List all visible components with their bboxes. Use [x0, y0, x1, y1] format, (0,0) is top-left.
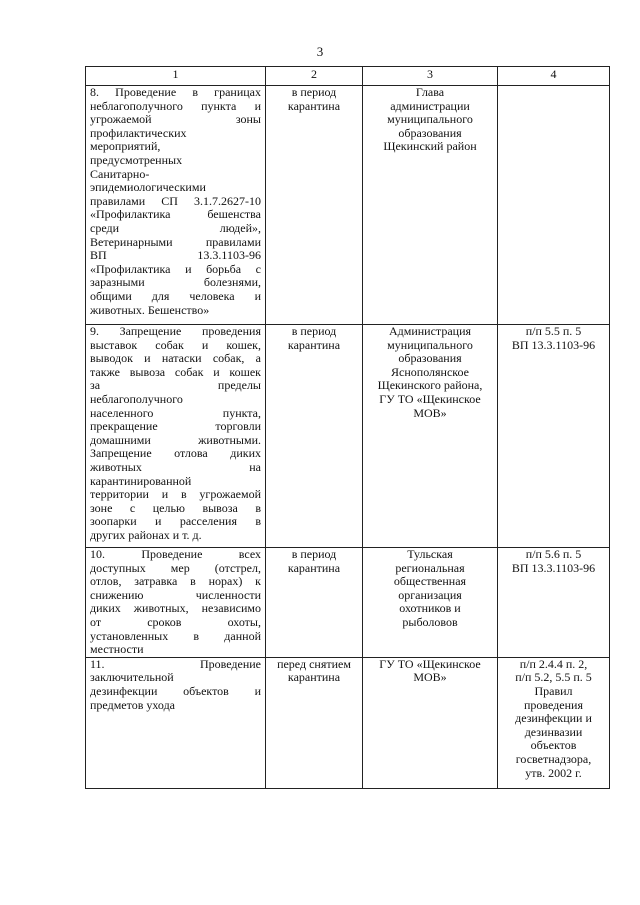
table-cell-col3	[363, 86, 498, 325]
cell-line: территории и в угрожаемой	[90, 487, 261, 502]
cell-line: ГУ ТО «Щекинское	[379, 656, 481, 671]
cell-line: среди людей»,	[90, 220, 261, 235]
table-row	[86, 86, 610, 325]
cell-line: домашними животными.	[90, 432, 261, 447]
cell-line: образования	[398, 125, 462, 140]
cell-line: «Профилактика и борьба с	[90, 261, 261, 276]
table-row	[86, 657, 610, 788]
cell-line: местности	[90, 642, 144, 657]
table-cell-col4	[498, 548, 610, 658]
cell-line: общими для человека и	[90, 288, 261, 303]
cell-line: ВП 13.3.1103-96	[511, 560, 596, 575]
cell-line: дезинвазии	[524, 724, 583, 739]
cell-line: карантина	[287, 98, 341, 113]
cell-line: ВП 13.3.1103-96	[90, 248, 261, 263]
cell-line: карантина	[287, 337, 341, 352]
table-row	[86, 325, 610, 548]
cell-line: Администрация	[388, 324, 472, 338]
cell-line: за пределы	[90, 378, 261, 393]
cell-line: населенного пункта,	[90, 405, 261, 420]
cell-line: утв. 2002 г.	[525, 765, 582, 780]
cell-line: угрожаемой зоны	[90, 112, 261, 127]
cell-line: предусмотренных	[90, 152, 183, 167]
cell-line: охотников и	[399, 601, 461, 616]
table-cell-col2	[266, 657, 363, 788]
cell-line: МОВ»	[413, 670, 447, 685]
cell-line: предметов ухода	[90, 697, 175, 712]
table-cell-col1	[86, 657, 266, 788]
table-cell-col4	[498, 657, 610, 788]
table-cell-col4	[498, 325, 610, 548]
cell-line: ГУ ТО «Щекинское	[379, 391, 481, 406]
cell-line: образования	[398, 351, 462, 366]
cell-line: в период	[291, 324, 337, 338]
table-cell-col3	[363, 548, 498, 658]
cell-line: Щекинского района,	[377, 378, 483, 393]
cell-line: рыболовов	[402, 614, 458, 629]
table-cell-col1	[86, 325, 266, 548]
table-cell-col2	[266, 86, 363, 325]
cell-line: животных на	[90, 459, 261, 474]
cell-line: также вывоза собак и кошек	[90, 364, 261, 379]
cell-line: «Профилактика бешенства	[90, 207, 261, 222]
cell-line: прекращение торговли	[90, 419, 261, 434]
cell-line: 11. Проведение	[90, 656, 261, 671]
cell-line: диких животных, независимо	[90, 601, 261, 616]
cell-line: организация	[398, 587, 462, 602]
header-col-4: 4	[498, 67, 610, 86]
cell-line: в период	[291, 547, 337, 561]
cell-line: эпидемиологическими	[90, 180, 206, 195]
header-col-3: 3	[363, 67, 498, 86]
cell-line: неблагополучного	[90, 391, 183, 406]
cell-line: 9. Запрещение проведения	[90, 324, 261, 338]
cell-line: п/п 2.4.4 п. 2,	[519, 656, 588, 671]
cell-line: заразными болезнями,	[90, 275, 261, 290]
cell-line: объектов	[530, 738, 577, 753]
cell-line: Яснополянское	[391, 364, 469, 379]
header-col-2: 2	[266, 67, 363, 86]
table-cell-col4	[498, 86, 610, 325]
cell-line: зоне с целью вывоза в	[90, 500, 261, 515]
table-header-row	[86, 67, 610, 86]
cell-line: Тульская	[407, 547, 453, 561]
cell-line: зоопарки и расселения в	[90, 514, 261, 529]
cell-line: Правил	[534, 683, 573, 698]
cell-line: заключительной	[90, 670, 174, 685]
cell-line: Ветеринарными правилами	[90, 234, 261, 249]
cell-line: Глава	[415, 85, 445, 99]
cell-line: 8. Проведение в границах	[90, 85, 261, 99]
table-cell-col3	[363, 657, 498, 788]
cell-line: выставок собак и кошек,	[90, 337, 261, 352]
cell-line: Щекинский район	[383, 139, 477, 154]
cell-line: установленных в данной	[90, 628, 261, 643]
cell-line: доступных мер (отстрел,	[90, 560, 261, 575]
table-cell-col2	[266, 548, 363, 658]
table-cell-col1	[86, 548, 266, 658]
table-cell-col3	[363, 325, 498, 548]
cell-line: региональная	[395, 560, 465, 575]
cell-line: карантинированной	[90, 473, 192, 488]
cell-line: п/п 5.2, 5.5 п. 5	[515, 670, 592, 685]
cell-line: снижению численности	[90, 587, 261, 602]
cell-line: п/п 5.6 п. 5	[525, 547, 582, 561]
cell-line: 10. Проведение всех	[90, 547, 261, 561]
cell-line: госветнадзора,	[515, 751, 592, 766]
cell-line: администрации	[390, 98, 470, 113]
cell-line: отлов, затравка в норах) к	[90, 574, 261, 589]
table-row	[86, 548, 610, 658]
cell-line: карантина	[287, 670, 341, 685]
cell-line: правилами СП 3.1.7.2627-10	[90, 193, 261, 208]
cell-line: неблагополучного пункта и	[90, 98, 261, 113]
page-number: 3	[316, 44, 324, 59]
cell-line: мероприятий,	[90, 139, 161, 154]
cell-line: общественная	[393, 574, 467, 589]
header-col-1: 1	[86, 67, 266, 86]
cell-line: проведения	[524, 697, 583, 712]
cell-line: других районах и т. д.	[90, 527, 202, 542]
cell-line: МОВ»	[413, 405, 447, 420]
cell-line: профилактических	[90, 125, 187, 140]
cell-line: п/п 5.5 п. 5	[525, 324, 582, 338]
cell-line: в период	[291, 85, 337, 99]
measures-table	[85, 66, 610, 789]
table-cell-col2	[266, 325, 363, 548]
cell-line: муниципального	[387, 112, 473, 127]
cell-line: Запрещение отлова диких	[90, 446, 261, 461]
cell-line: от сроков охоты,	[90, 614, 261, 629]
cell-line: ВП 13.3.1103-96	[511, 337, 596, 352]
cell-line: дезинфекции и	[515, 711, 592, 726]
cell-line: животных. Бешенство»	[90, 302, 210, 317]
table-body	[86, 86, 610, 789]
cell-line: выводок и натаски собак, а	[90, 351, 261, 366]
cell-line: карантина	[287, 560, 341, 575]
cell-line: дезинфекции объектов и	[90, 683, 261, 698]
cell-line: Санитарно-	[90, 166, 150, 181]
cell-line: перед снятием	[277, 656, 351, 671]
table-cell-col1	[86, 86, 266, 325]
cell-line: муниципального	[387, 337, 473, 352]
